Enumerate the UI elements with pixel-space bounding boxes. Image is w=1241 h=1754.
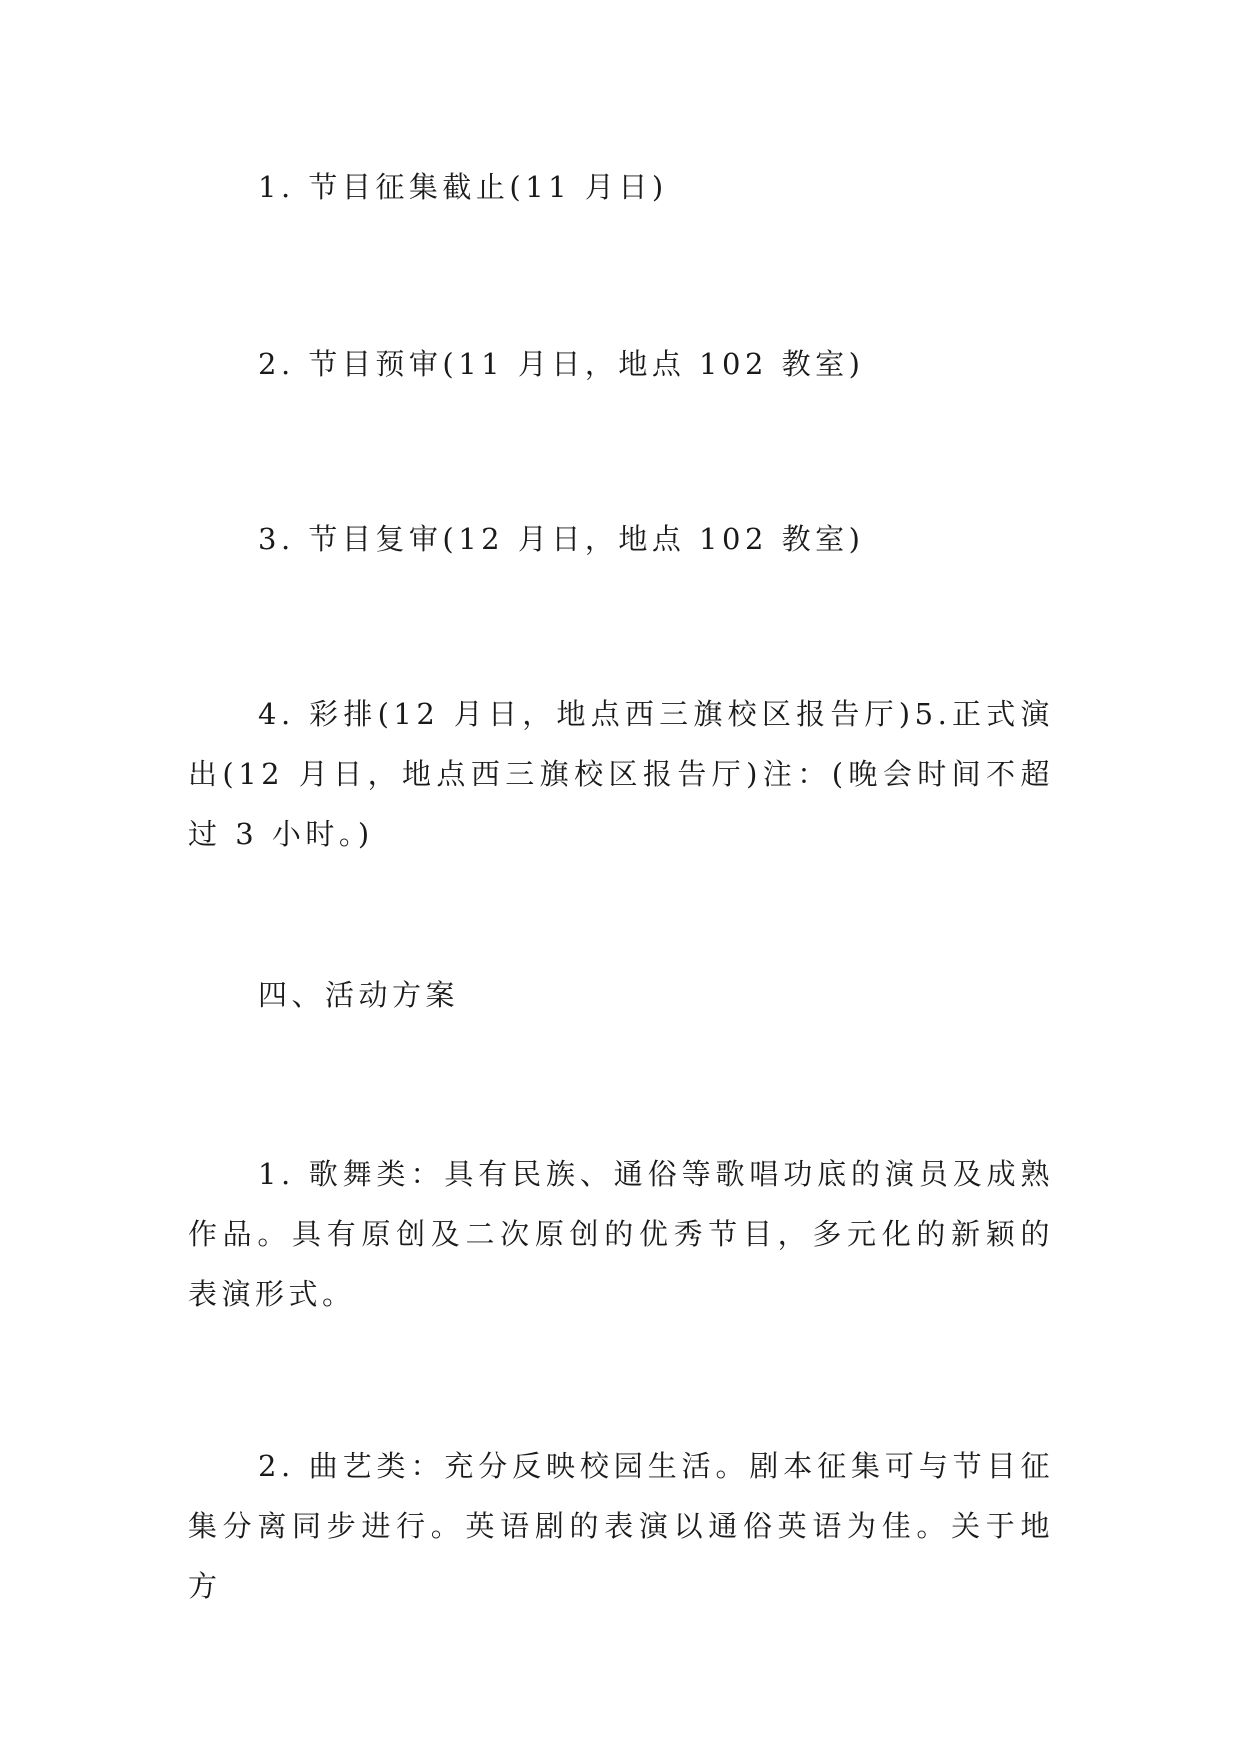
plan-item-2: 2. 曲艺类：充分反映校园生活。剧本征集可与节目征集分离同步进行。英语剧的表演以通俗英语为佳。关于地方 [188,1449,1054,1603]
schedule-item-1: 1. 节目征集截止(11 月日) [258,170,668,204]
schedule-item-4: 4. 彩排(12 月日，地点西三旗校区报告厅)5.正式演出(12 月日，地点西三旗校区报告厅)注：(晚会时间不超过 3 小时。) [188,697,1054,851]
plan-item-1: 1. 歌舞类：具有民族、通俗等歌唱功底的演员及成熟作品。具有原创及二次原创的优秀节目，多元化的新颖的表演形式。 [188,1157,1054,1311]
section-heading: 四、活动方案 [258,978,460,1012]
schedule-item-2: 2. 节目预审(11 月日，地点 102 教室) [258,347,865,381]
schedule-item-3: 3. 节目复审(12 月日，地点 102 教室) [258,522,865,556]
